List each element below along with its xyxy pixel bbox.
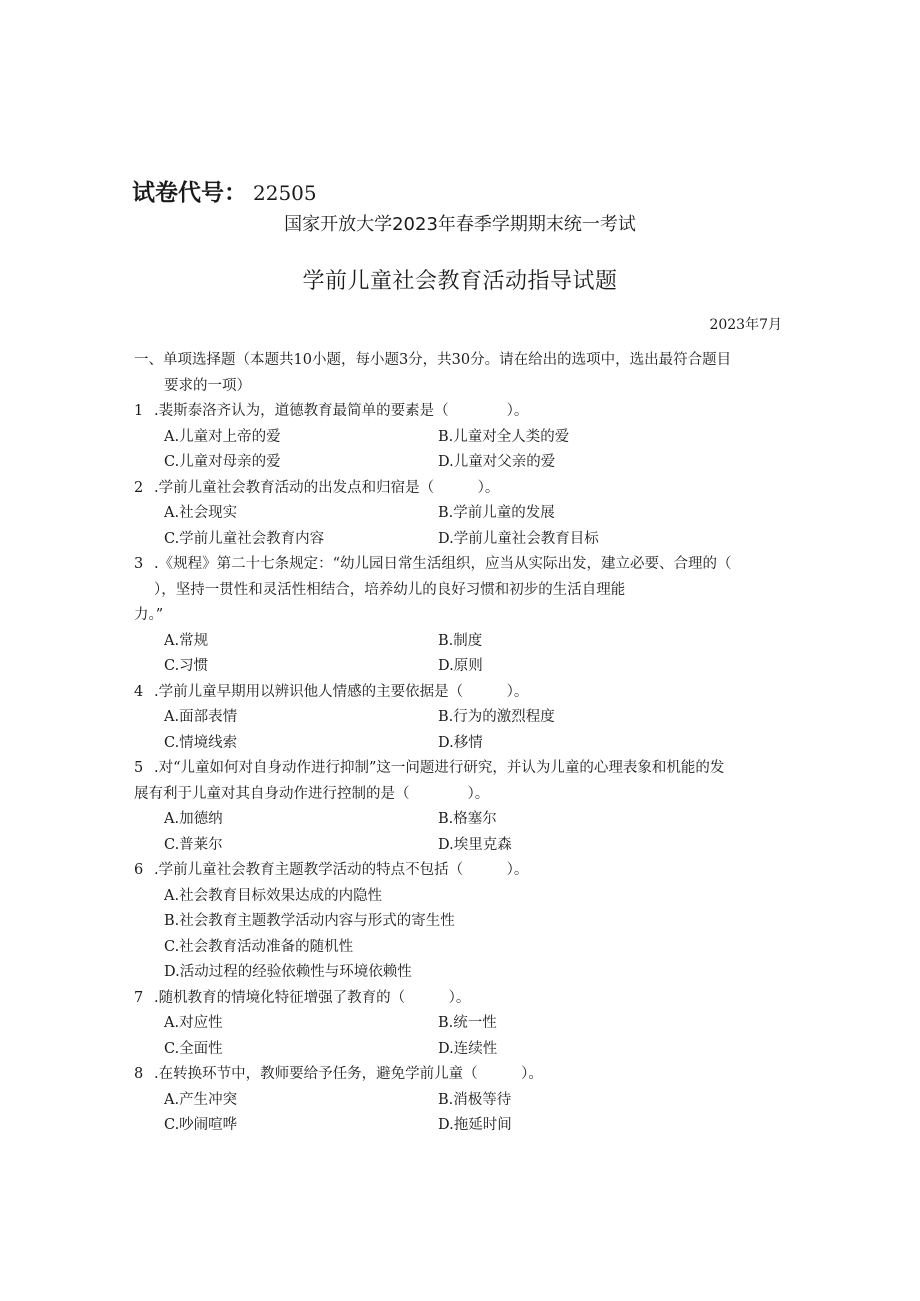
question-stem-line1: .《规程》第二十七条规定：“幼儿园日常生活组织，应当从实际出发，建立必要、合理的（ <box>154 556 732 572</box>
option-c: C.全面性 <box>164 1040 223 1057</box>
option-c: C.学前儿童社会教育内容 <box>164 530 325 547</box>
question-options <box>134 705 784 756</box>
option-b: B.学前儿童的发展 <box>438 505 555 521</box>
question-options <box>134 425 784 476</box>
option-b: B.消极等待 <box>438 1091 512 1108</box>
option-b: B.制度 <box>438 632 483 649</box>
question-stem-line3: 力。” <box>134 607 164 623</box>
paper-code-label: 试卷代号： <box>132 180 247 206</box>
question-stem: .学前儿童社会教育主题教学活动的特点不包括（ ）。 <box>154 862 529 878</box>
option-a: A.儿童对上帝的爱 <box>164 428 281 445</box>
question-stem: .在转换环节中，教师要给予任务，避免学前儿童（ ）。 <box>154 1066 543 1082</box>
option-d: D.活动过程的经验依赖性与环境依赖性 <box>164 964 412 980</box>
question-stem-line2: ），坚持一贯性和灵活性相结合，培养幼儿的良好习惯和初步的生活自理能 <box>154 581 626 598</box>
exam-date: 2023年7月 <box>709 317 782 333</box>
question-options <box>134 501 784 552</box>
option-d: D.埃里克森 <box>438 836 512 853</box>
option-b: B.统一性 <box>438 1015 497 1031</box>
option-b: B.格塞尔 <box>438 811 497 827</box>
question-stem: .随机教育的情境化特征增强了教育的（ ）。 <box>154 989 471 1006</box>
exam-name: 国家开放大学2023年春季学期期末统一考试 <box>284 214 636 235</box>
option-b: B.社会教育主题教学活动内容与形式的寄生性 <box>164 913 455 929</box>
question-3 <box>134 552 784 680</box>
option-d: D.学前儿童社会教育目标 <box>438 530 599 547</box>
option-d: D.连续性 <box>438 1040 498 1057</box>
option-a: A.对应性 <box>164 1015 223 1031</box>
option-a: A.面部表情 <box>164 709 238 725</box>
question-options <box>134 1011 784 1062</box>
question-options <box>134 884 784 986</box>
question-options <box>134 629 784 680</box>
question-1 <box>134 399 784 476</box>
paper-code-value: 22505 <box>253 181 317 205</box>
option-c: C.习惯 <box>164 658 209 674</box>
question-6 <box>134 858 784 986</box>
option-b: B.儿童对全人类的爱 <box>438 428 570 445</box>
section-heading-line1: 一、单项选择题（本题共10小题，每小题3分，共30分。请在给出的选项中，选出最符合题目 <box>134 352 732 368</box>
option-d: D.移情 <box>438 734 483 751</box>
question-stem: .裴斯泰洛齐认为，道德教育最简单的要素是（ ）。 <box>154 403 529 419</box>
question-number: 1 <box>134 403 144 419</box>
question-number: 7 <box>134 989 144 1006</box>
exam-title: 学前儿童社会教育活动指导试题 <box>302 269 618 294</box>
paper-code <box>132 174 317 207</box>
question-number: 5 <box>134 760 144 776</box>
question-number: 4 <box>134 683 144 700</box>
question-4 <box>134 680 784 757</box>
question-stem-line2: 展有利于儿童对其自身动作进行控制的是（ ）。 <box>134 785 490 802</box>
question-number: 2 <box>134 479 144 496</box>
option-d: D.儿童对父亲的爱 <box>438 454 556 470</box>
question-options <box>134 1088 784 1139</box>
option-a: A.常规 <box>164 632 209 649</box>
option-c: C.社会教育活动准备的随机性 <box>164 938 354 955</box>
question-8 <box>134 1062 784 1139</box>
option-c: C.情境线索 <box>164 734 238 751</box>
option-c: C.普莱尔 <box>164 836 223 853</box>
question-2 <box>134 476 784 553</box>
section-heading <box>134 348 784 399</box>
option-c: C.儿童对母亲的爱 <box>164 454 281 470</box>
option-c: C.吵闹喧哗 <box>164 1117 238 1133</box>
option-b: B.行为的激烈程度 <box>438 709 555 725</box>
option-a: A.产生冲突 <box>164 1091 238 1108</box>
option-d: D.拖延时间 <box>438 1117 512 1133</box>
question-stem: .学前儿童社会教育活动的出发点和归宿是（ ）。 <box>154 479 500 496</box>
question-7 <box>134 986 784 1063</box>
question-number: 8 <box>134 1066 144 1082</box>
option-d: D.原则 <box>438 658 483 674</box>
question-number: 3 <box>134 556 144 572</box>
option-a: A.社会教育目标效果达成的内隐性 <box>164 887 383 904</box>
question-stem-line1: .对“儿童如何对自身动作进行抑制”这一问题进行研究，并认为儿童的心理表象和机能的发 <box>154 760 725 776</box>
question-5 <box>134 756 784 858</box>
question-stem: .学前儿童早期用以辨识他人情感的主要依据是（ ）。 <box>154 683 529 700</box>
question-number: 6 <box>134 862 144 878</box>
section-heading-line2: 要求的一项） <box>164 377 251 394</box>
exam-content <box>134 348 784 1139</box>
option-a: A.社会现实 <box>164 505 238 521</box>
option-a: A.加德纳 <box>164 811 223 827</box>
question-options <box>134 807 784 858</box>
